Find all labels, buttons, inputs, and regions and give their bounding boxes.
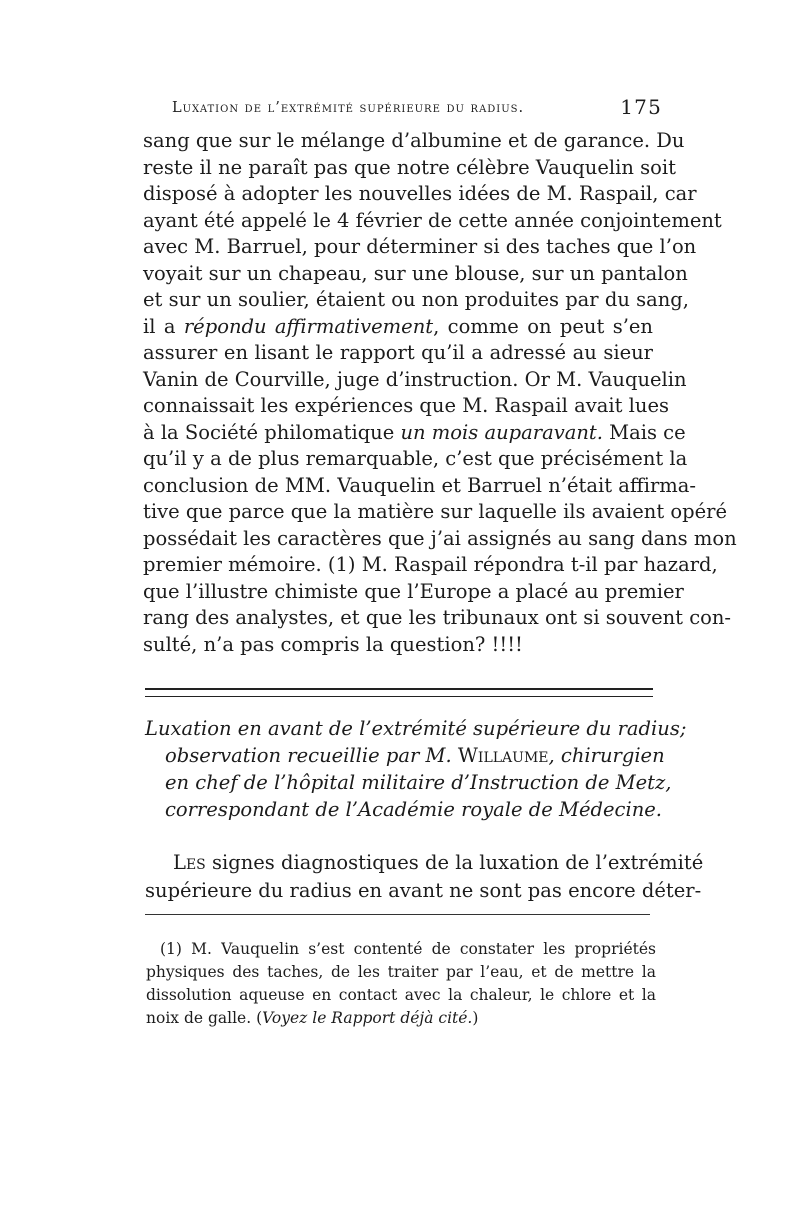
footnote-line: dissolution aqueuse en contact avec la chaleur, le chlore et la	[146, 986, 656, 1004]
text-line: reste il ne paraît pas que notre célèbre Vauquelin soit	[143, 155, 676, 179]
italic-phrase: répondu affirmativement	[183, 314, 434, 338]
text-line: premier mémoire. (1) M. Raspail répondra t-il par hazard,	[143, 553, 718, 576]
text-line: conclusion de MM. Vauquelin et Barruel n’était affirma-	[143, 473, 696, 497]
text-line: qu’il y a de plus remarquable, c’est que précisément la	[143, 447, 688, 470]
footnote-line: physiques des taches, de les traiter par l’eau, et de mettre la	[146, 963, 656, 981]
text-line: que l’illustre chimiste que l’Europe a placé au premier	[143, 579, 684, 603]
lead-word: Les	[173, 851, 206, 874]
heading-segment: observation recueillie par M.	[165, 744, 458, 767]
text-line: rang des analystes, et que les tribunaux ont si souvent con-	[143, 606, 732, 629]
text-segment: Mais ce	[602, 420, 686, 444]
text-segment: signes diagnostiques de la luxation de l’extrémité	[205, 851, 704, 874]
text-line: supérieure du radius en avant ne sont pas encore déter-	[145, 879, 702, 902]
text-line: tive que parce que la matière sur laquelle ils avaient opéré	[143, 500, 728, 523]
footnote-line: (1) M. Vauquelin s’est contenté de constater les propriétés	[160, 940, 656, 958]
heading-line: Luxation en avant de l’extrémité supérieure du radius;	[145, 717, 687, 740]
text-line: avec M. Barruel, pour déterminer si des taches que l’on	[143, 235, 697, 258]
running-head	[172, 95, 662, 119]
text-line: disposé à adopter les nouvelles idées de M. Raspail, car	[143, 182, 697, 205]
heading-line: en chef de l’hôpital militaire d’Instruction de Metz,	[165, 771, 672, 794]
page-number: 175	[620, 95, 662, 119]
text-line: assurer en lisant le rapport qu’il a adressé au sieur	[143, 341, 653, 364]
footnote-segment: )	[472, 1009, 479, 1027]
author-name: Willaume	[457, 744, 549, 767]
text-line: possédait les caractères que j’ai assignés au sang dans mon	[143, 526, 737, 550]
italic-phrase: un mois auparavant.	[400, 420, 603, 444]
text-line: et sur un soulier, étaient ou non produites par du sang,	[143, 288, 689, 311]
footnote	[146, 938, 654, 1030]
heading-line	[145, 742, 665, 769]
text-line	[143, 420, 686, 447]
footnote-segment: noix de galle. (	[146, 1009, 263, 1027]
text-line	[145, 849, 704, 877]
paragraph-1	[143, 128, 737, 658]
text-line: voyait sur un chapeau, sur une blouse, sur un pantalon	[143, 261, 688, 285]
paragraph-2	[145, 849, 704, 905]
footnote-rule	[145, 914, 650, 915]
footnote-line	[146, 1007, 656, 1030]
text-line: sang que sur le mélange d’albumine et de garance. Du	[143, 129, 685, 152]
section-divider	[145, 688, 653, 697]
footnote-reference: Voyez le Rapport déjà cité.	[262, 1009, 473, 1027]
running-head-title: Luxation de l’extrémité supérieure du radius.	[172, 100, 525, 116]
text-segment: , comme on peut s’en	[433, 314, 653, 338]
text-line: connaissait les expériences que M. Raspail avait lues	[143, 394, 669, 417]
text-line	[143, 314, 653, 341]
text-line: sulté, n’a pas compris la question? !!!!	[143, 632, 523, 656]
text-segment: à la Société philomatique	[143, 420, 401, 444]
text-segment: il a	[143, 314, 184, 338]
heading-segment: , chirurgien	[548, 744, 665, 767]
text-line: Vanin de Courville, juge d’instruction. Or M. Vauquelin	[143, 367, 687, 391]
article-heading	[145, 715, 687, 823]
heading-line: correspondant de l’Académie royale de Médecine.	[165, 798, 662, 821]
text-line: ayant été appelé le 4 février de cette année conjointement	[143, 208, 722, 232]
